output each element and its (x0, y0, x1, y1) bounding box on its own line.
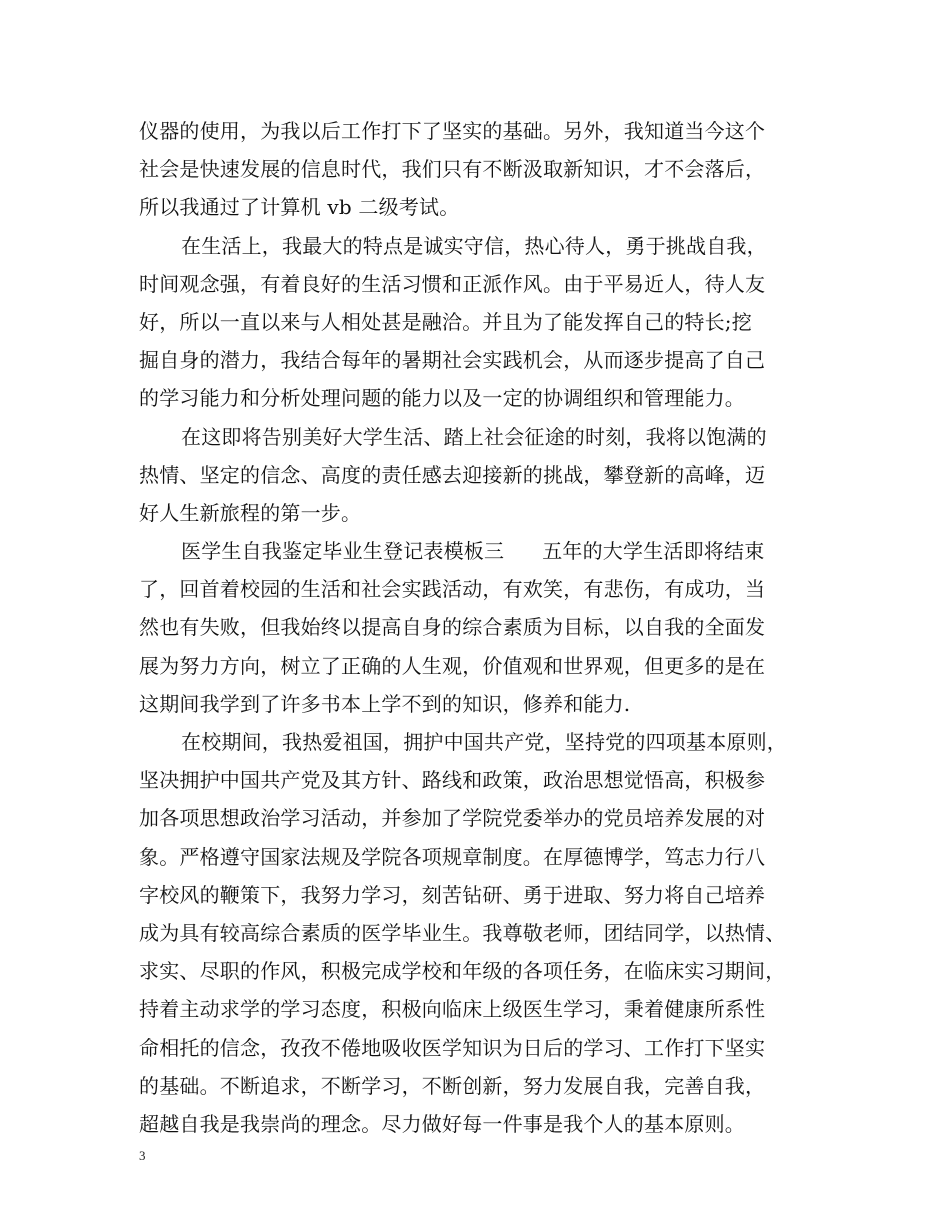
paragraph-start-line: 在校期间，我热爱祖国，拥护中国共产党，坚持党的四项基本原则， (181, 730, 787, 754)
text-line: 热情、坚定的信念、高度的责任感去迎接新的挑战，攀登新的高峰，迈 (139, 462, 766, 487)
text-line: 加各项思想政治学习活动，并参加了学院党委举办的党员培养发展的对 (139, 806, 766, 831)
text-line: 社会是快速发展的信息时代，我们只有不断汲取新知识，才不会落后， (139, 157, 766, 182)
text-line: 这期间我学到了许多书本上学不到的知识，修养和能力. (139, 691, 631, 716)
paragraph-start-line: 在生活上，我最大的特点是诚实守信，热心待人，勇于挑战自我， (181, 233, 767, 258)
text-line: 好，所以一直以来与人相处甚是融洽。并且为了能发挥自己的特长;挖 (139, 309, 752, 334)
text-line: 成为具有较高综合素质的医学毕业生。我尊敬老师，团结同学，以热情、 (139, 920, 786, 945)
section-title: 医学生自我鉴定毕业生登记表模板三 (181, 539, 505, 564)
text-line: 坚决拥护中国共产党及其方针、路线和政策，政治思想觉悟高，积极参 (139, 768, 766, 793)
text-line: 求实、尽职的作风，积极完成学校和年级的各项任务，在临床实习期间， (139, 959, 786, 984)
text-line: 好人生新旅程的第一步。 (139, 500, 362, 525)
section-title-line (139, 532, 819, 570)
text-line: 展为努力方向，树立了正确的人生观，价值观和世界观，但更多的是在 (139, 653, 766, 678)
text-line: 掘自身的潜力，我结合每年的暑期社会实践机会，从而逐步提高了自己 (139, 348, 766, 373)
text-line: 的学习能力和分析处理问题的能力以及一定的协调组织和管理能力。 (139, 386, 745, 411)
text-line: 仪器的使用，为我以后工作打下了坚实的基础。另外，我知道当今这个 (139, 119, 766, 143)
text-line: 的基础。不断追求，不断学习，不断创新，努力发展自我，完善自我， (139, 1073, 766, 1098)
text-line: 然也有失败，但我始终以提高自身的综合素质为目标，以自我的全面发 (139, 615, 766, 640)
text-line: 超越自我是我崇尚的理念。尽力做好每一件事是我个人的基本原则。 (139, 1111, 745, 1136)
document-body (139, 112, 819, 1143)
paragraph-start-line: 在这即将告别美好大学生活、踏上社会征途的时刻，我将以饱满的 (181, 424, 767, 449)
text-line: 字校风的鞭策下，我努力学习，刻苦钻研、勇于进取、努力将自己培养 (139, 882, 766, 907)
text-line: 了，回首着校园的生活和社会实践活动，有欢笑，有悲伤，有成功，当 (139, 577, 766, 602)
text-line: 时间观念强，有着良好的生活习惯和正派作风。由于平易近人，待人友 (139, 271, 766, 296)
text-line: 象。严格遵守国家法规及学院各项规章制度。在厚德博学，笃志力行八 (139, 844, 766, 869)
text-line: 持着主动求学的学习态度，积极向临床上级医生学习，秉着健康所系性 (139, 997, 766, 1022)
text-line: 所以我通过了计算机 vb 二级考试。 (139, 195, 460, 220)
section-opening-text: 五年的大学生活即将结束 (542, 539, 765, 564)
text-line: 命相托的信念，孜孜不倦地吸收医学知识为日后的学习、工作打下坚实 (139, 1035, 766, 1060)
page-number: 3 (139, 1148, 146, 1163)
